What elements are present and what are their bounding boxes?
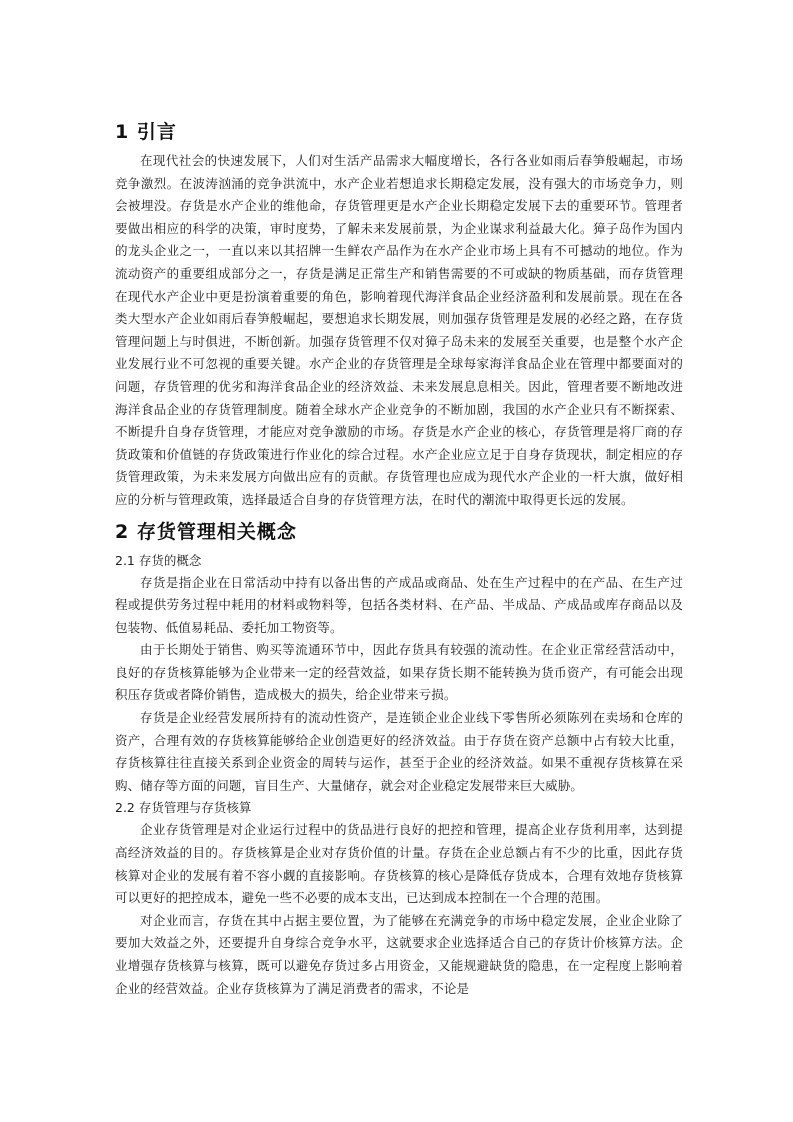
subsection-2-2-title: 2.2 存货管理与存货核算 [115,800,252,816]
subsection-2-2-paragraph-2: 对企业而言，存货在其中占据主要位置，为了能够在充满竞争的市场中稳定发展，企业企业除了要加大效益之外，还要提升自身综合竞争水平，这就要求企业选择适合自己的存货计价核算方法。企业增强存货核算与核算，既可以避免存货过多占用资金，又能规避缺货的隐患，在一定程度上影响着企业的经营效益。企业存货核算为了满足消费者的需求，不论是 [115,912,683,996]
subsection-2-1-paragraph-1: 存货是指企业在日常活动中持有以备出售的产成品或商品、处在生产过程中的在产品、在生产过程或提供劳务过程中耗用的材料或物料等，包括各类材料、在产品、半成品、产成品或库存商品以及包装物、低值易耗品、委托加工物资等。 [115,574,683,635]
document-page [115,118,683,1000]
subsection-2-1-paragraph-3: 存货是企业经营发展所持有的流动性资产，是连锁企业企业线下零售所必须陈列在卖场和仓库的资产，合理有效的存货核算能够给企业创造更好的经济效益。由于存货在资产总额中占有较大比重，存货核算往往直接关系到企业资金的周转与运作，甚至于企业的经济效益。如果不重视存货核算在采购、储存等方面的问题，盲目生产、大量储存，就会对企业稳定发展带来巨大威胁。 [115,710,683,793]
subsection-2-2-paragraph-1: 企业存货管理是对企业运行过程中的货品进行良好的把控和管理，提高企业存货利用率，达到提高经济效益的目的。存货核算是企业对存货价值的计量。存货在企业总额占有不少的比重，因此存货核算对企业的发展有着不容小觑的直接影响。存货核算的核心是降低存货成本，合理有效地存货核算可以更好的把控成本，避免一些不必要的成本支出，已达到成本控制在一个合理的范围。 [115,822,683,906]
section-1-heading: 1 引言 [115,121,177,143]
section-1-paragraph: 在现代社会的快速发展下，人们对生活产品需求大幅度增长，各行各业如雨后春笋般崛起，市场竞争激烈。在波涛汹涌的竞争洪流中，水产企业若想追求长期稳定发展，没有强大的市场竞争力，则会被埋没。存货是水产企业的维他命，存货管理更是水产企业长期稳定发展下去的重要环节。管理者要做出相应的科学的决策，审时度势，了解未来发展前景，为企业谋求利益最大化。獐子岛作为国内的龙头企业之一，一直以来以其招牌一生鲜农产品作为在水产企业市场上具有不可撼动的地位。作为流动资产的重要组成部分之一，存货是满足正常生产和销售需要的不可或缺的物质基础，而存货管理在现代水产企业中更是扮演着重要的角色，影响着现代海洋食品企业经济盈利和发展前景。现在在各类大型水产企业如雨后春笋般崛起，要想追求长期发展，则加强存货管理是发展的必经之路，在存货管理问题上与时俱进，不断创新。加强存货管理不仅对獐子岛未来的发展至关重要，也是整个水产企业发展行业不可忽视的重要关键。水产企业的存货管理是全球每家海洋食品企业在管理中都要面对的问题，存货管理的优劣和海洋食品企业的经济效益、未来发展息息相关。因此，管理者要不断地改进海洋食品企业的存货管理制度。随着全球水产企业竞争的不断加剧，我国的水产企业只有不断探索、不断提升自身存货管理，才能应对竞争激励的市场。存货是水产企业的核心，存货管理是将厂商的存货政策和价值链的存货政策进行作业化的综合过程。水产企业应立足于自身存货现状，制定相应的存货管理政策，为未来发展方向做出应有的贡献。存货管理也应成为现代水产企业的一杆大旗，做好相应的分析与管理政策，选择最适合自身的存货管理方法，在时代的潮流中取得更长远的发展。 [115,153,683,507]
subsection-2-1-paragraph-2: 由于长期处于销售、购买等流通环节中，因此存货具有较强的流动性。在企业正常经营活动中，良好的存货核算能够为企业带来一定的经营效益，如果存货长期不能转换为货币资产，有可能会出现积压存货或者降价销售，造成极大的损失，给企业带来亏损。 [115,642,683,703]
section-2-heading: 2 存货管理相关概念 [115,520,297,543]
subsection-2-1-title: 2.1 存货的概念 [115,552,202,568]
